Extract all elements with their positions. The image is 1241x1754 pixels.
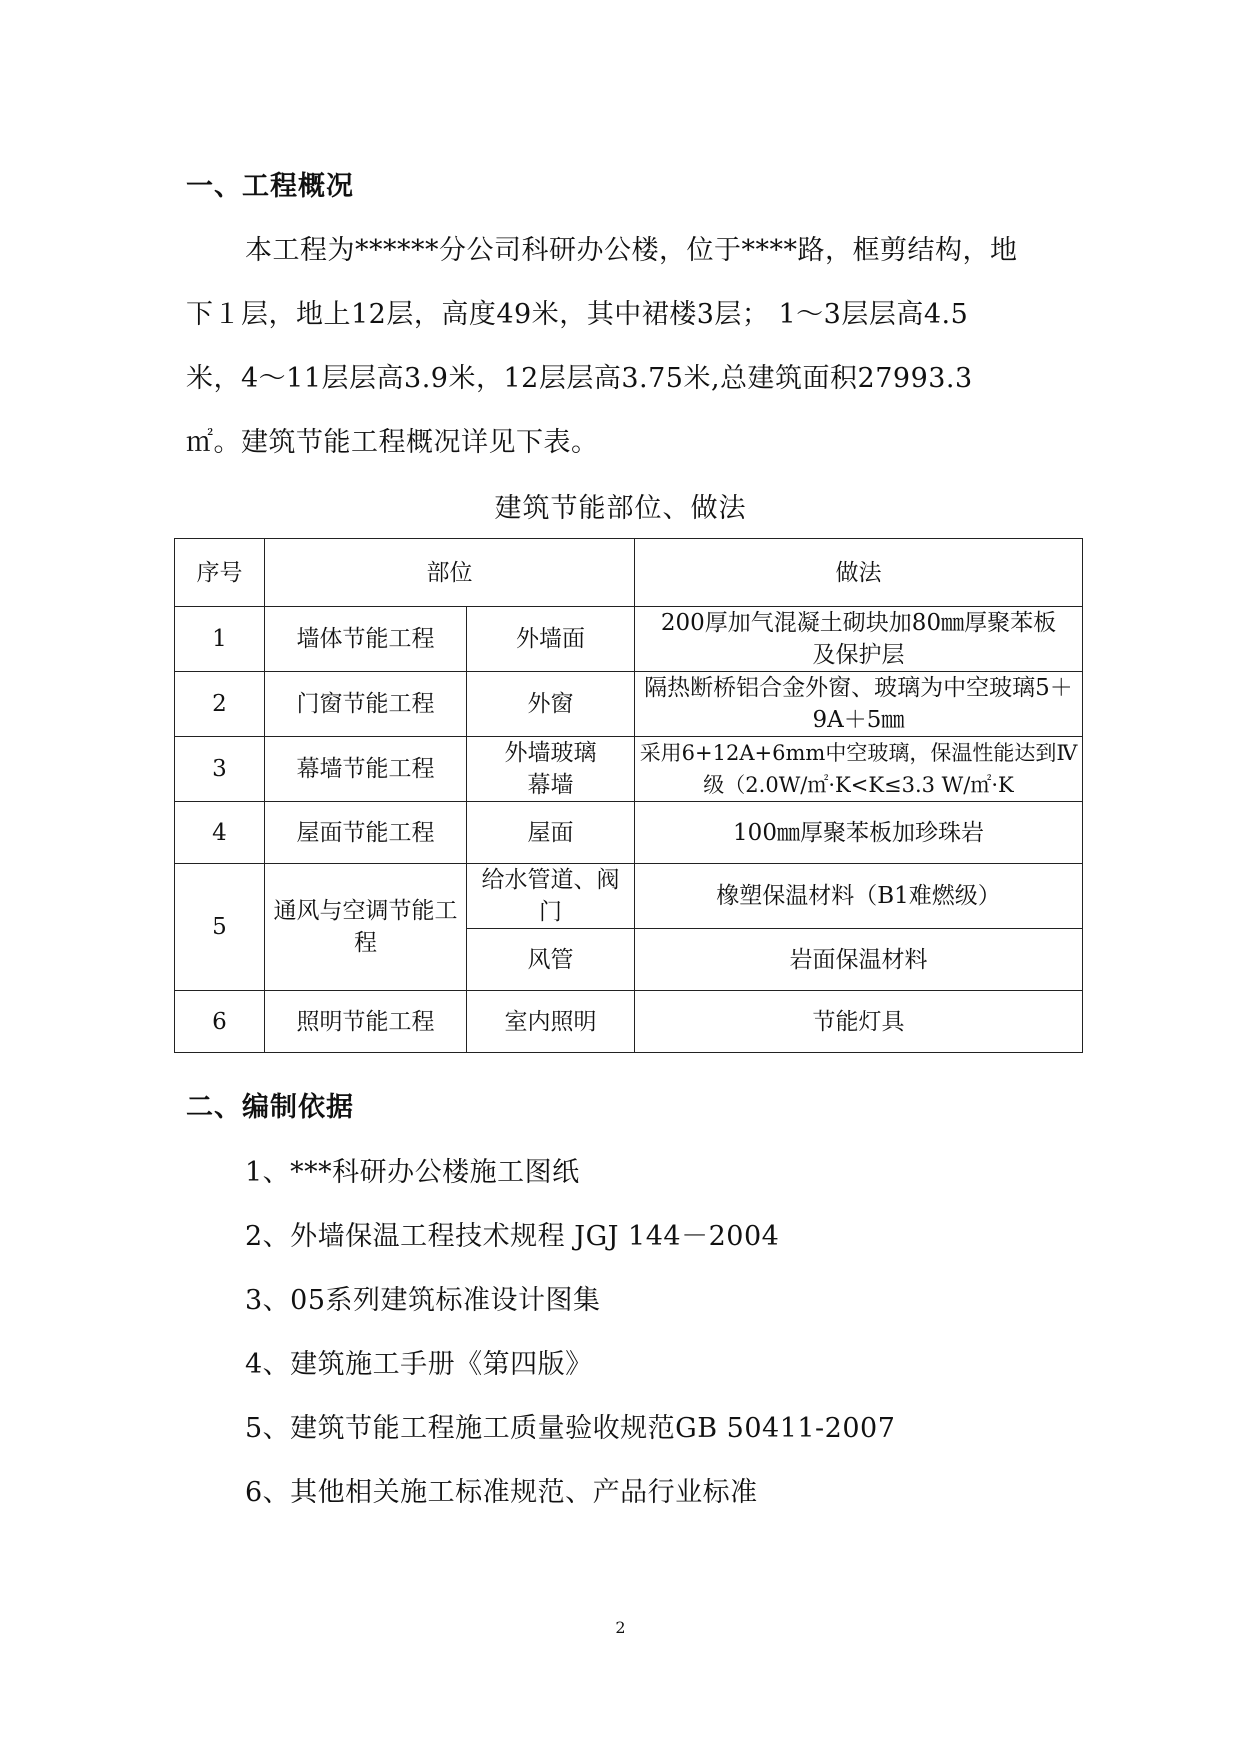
reference-item-6: 6、其他相关施工标准规范、产品行业标准: [245, 1477, 758, 1508]
row-method: 岩面保温材料: [635, 929, 1083, 991]
row-method: 100㎜厚聚苯板加珍珠岩: [635, 802, 1083, 864]
overview-line-2: 下１层，地上12层，高度49米，其中裙楼3层； 1～3层层高4.5: [186, 299, 969, 330]
row-system: 墙体节能工程: [265, 607, 467, 672]
table-row: [175, 737, 1083, 802]
row-system: 屋面节能工程: [265, 802, 467, 864]
page-number: 2: [615, 1618, 626, 1637]
row-method: 200厚加气混凝土砌块加80㎜厚聚苯板及保护层: [635, 607, 1083, 672]
row-part: 给水管道、阀门: [467, 864, 635, 929]
row-part: 外窗: [467, 672, 635, 737]
row-no: 1: [175, 607, 265, 672]
reference-item-4: 4、建筑施工手册《第四版》: [245, 1349, 593, 1380]
row-method: 节能灯具: [635, 991, 1083, 1053]
reference-item-1: 1、***科研办公楼施工图纸: [245, 1157, 580, 1188]
table-row: [175, 802, 1083, 864]
row-no: 6: [175, 991, 265, 1053]
row-system: 照明节能工程: [265, 991, 467, 1053]
row-method: 采用6+12A+6mm中空玻璃，保温性能达到Ⅳ级（2.0W/㎡·K<K≤3.3 W/㎡·K: [635, 737, 1083, 802]
row-method: 橡塑保温材料（B1难燃级）: [635, 864, 1083, 929]
row-no: 4: [175, 802, 265, 864]
row-no: 5: [175, 864, 265, 991]
section-1-heading: 一、工程概况: [186, 171, 354, 202]
header-method: 做法: [635, 539, 1083, 607]
row-no: 3: [175, 737, 265, 802]
reference-item-2: 2、外墙保温工程技术规程 JGJ 144－2004: [245, 1221, 780, 1252]
overview-line-3: 米，4～11层层高3.9米，12层层高3.75米,总建筑面积27993.3: [186, 363, 973, 394]
table-row: [175, 991, 1083, 1053]
row-method: 隔热断桥铝合金外窗、玻璃为中空玻璃5＋9A＋5㎜: [635, 672, 1083, 737]
table-row: [175, 607, 1083, 672]
overview-line-4: ㎡。建筑节能工程概况详见下表。: [186, 427, 599, 458]
row-part: 室内照明: [467, 991, 635, 1053]
header-no: 序号: [175, 539, 265, 607]
reference-item-5: 5、建筑节能工程施工质量验收规范GB 50411-2007: [245, 1413, 896, 1444]
row-part: 外墙面: [467, 607, 635, 672]
table-caption: 建筑节能部位、做法: [494, 493, 747, 524]
section-2-heading: 二、编制依据: [186, 1092, 354, 1123]
row-system: 幕墙节能工程: [265, 737, 467, 802]
row-part: 外墙玻璃幕墙: [467, 737, 635, 802]
energy-saving-table: [174, 538, 1083, 1053]
reference-item-3: 3、05系列建筑标准设计图集: [245, 1285, 601, 1316]
table-row: [175, 864, 1083, 929]
table-row: [175, 672, 1083, 737]
header-part: 部位: [265, 539, 635, 607]
table-header-row: [175, 539, 1083, 607]
row-system: 通风与空调节能工程: [265, 864, 467, 991]
row-part: 风管: [467, 929, 635, 991]
row-part: 屋面: [467, 802, 635, 864]
row-system: 门窗节能工程: [265, 672, 467, 737]
overview-line-1: 本工程为******分公司科研办公楼，位于****路，框剪结构，地: [245, 235, 1018, 266]
row-no: 2: [175, 672, 265, 737]
